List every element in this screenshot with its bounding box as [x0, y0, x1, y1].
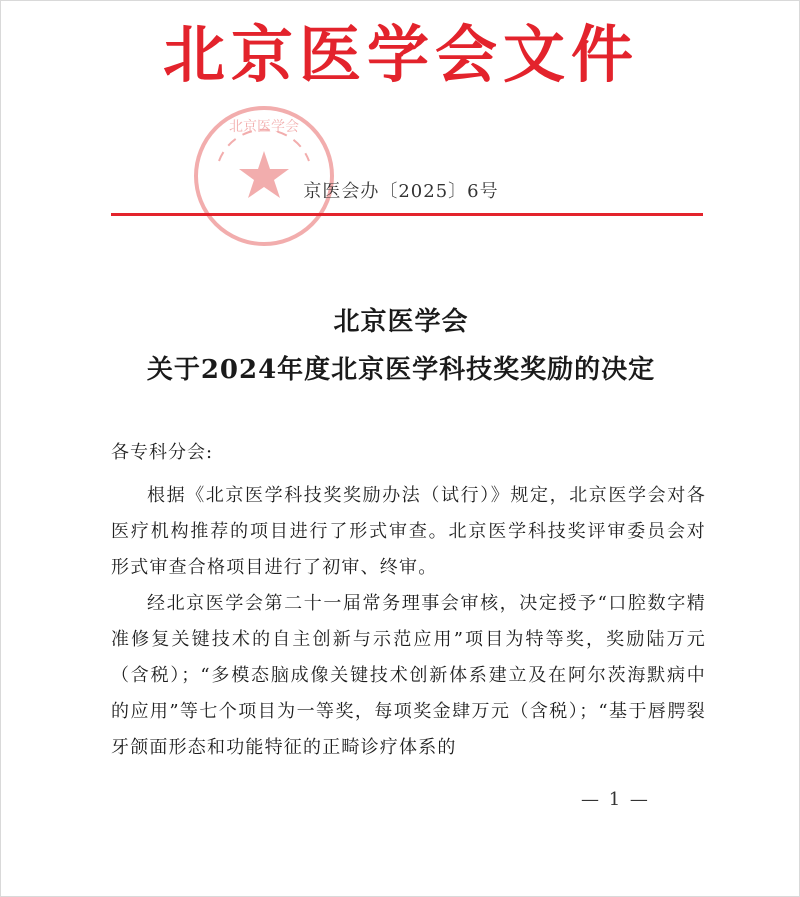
body-paragraph-2: 经北京医学会第二十一届常务理事会审核，决定授予“口腔数字精准修复关键技术的自主创新与示范应用”项目为特等奖，奖励陆万元（含税）；“多模态脑成像关键技术创新体系建立及在阿尔茨海默病中的应用”等七个项目为一等奖，每项奖金肆万元（含税）；“基于唇腭裂牙颌面形态和功能特征的正畸诊疗体系的: [111, 593, 706, 758]
red-divider: [111, 213, 703, 216]
document-heading-line1: 北京医学会: [333, 307, 469, 337]
star-seal-icon: [189, 101, 339, 251]
body-paragraph-1: 根据《北京医学科技奖奖励办法（试行）》规定，北京医学会对各医疗机构推荐的项目进行了形式审查。北京医学科技奖评审委员会对形式审查合格项目进行了初审、终审。: [111, 485, 706, 578]
seal-text: 北京医学会: [229, 119, 299, 135]
document-heading-line2: 关于2024年度北京医学科技奖奖励的决定: [146, 355, 656, 385]
document-header-title: 北京医学会文件: [162, 18, 639, 91]
salutation: 各专科分会:: [111, 442, 214, 463]
page-number: — 1 —: [581, 789, 650, 810]
document-number: 京医会办〔2025〕6号: [303, 181, 499, 202]
